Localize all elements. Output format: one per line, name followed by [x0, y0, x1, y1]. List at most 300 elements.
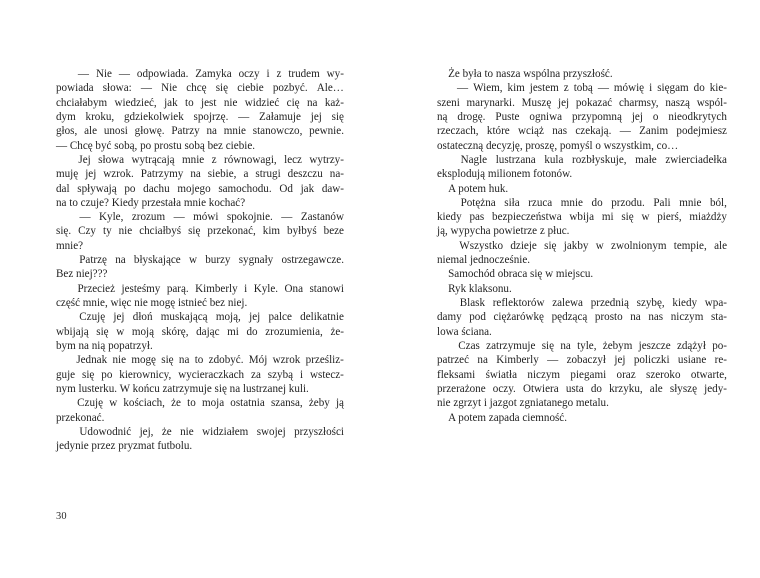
word: to [187, 397, 196, 410]
word: jeszcze [638, 339, 671, 352]
word: dłoń [132, 311, 153, 324]
word: zatrzymuje [486, 339, 536, 352]
word: mojego [177, 182, 211, 195]
word: z [276, 68, 282, 80]
word: mówi [193, 211, 219, 224]
word: wytrzy- [309, 153, 344, 166]
word: się [215, 82, 229, 95]
text-line: nie zgrzyt i jazgot zgniatanego metalu. [437, 397, 609, 410]
paragraph-indent [56, 310, 71, 324]
word: jej, [139, 425, 154, 438]
text-line [437, 239, 727, 253]
word: jej [310, 110, 322, 123]
word: widzieć [244, 96, 280, 109]
word: wzrok [272, 354, 301, 367]
word: wiedzieć, [114, 96, 157, 109]
word: jest [201, 96, 217, 109]
word: przodu. [611, 196, 645, 209]
word: z [563, 82, 569, 95]
word: jej [249, 311, 261, 324]
word: dając [196, 325, 220, 338]
text-line [56, 396, 344, 410]
word: wbijają [56, 325, 89, 338]
word: chciałabym [56, 96, 108, 109]
text-line [437, 296, 727, 310]
word: — [547, 354, 559, 367]
word: moja [201, 397, 225, 410]
text-line: część mnie, więc nie mogę istnieć bez niej. [56, 297, 248, 309]
word: Wiem, [473, 82, 503, 95]
word: się [161, 354, 174, 367]
word: oraz [616, 368, 636, 381]
text-line [56, 96, 344, 110]
page-number: 30 [56, 511, 67, 522]
word: mi [601, 211, 614, 224]
word: — [457, 82, 469, 95]
word: szansa, [270, 397, 303, 410]
word: — [238, 110, 250, 123]
word: przyszłości [294, 425, 344, 438]
word: kroku, [85, 110, 115, 123]
word: moją [131, 325, 155, 338]
word: jej [614, 354, 626, 367]
word: zdobyć. [208, 354, 244, 367]
word: jak [164, 96, 178, 109]
text-line [56, 167, 344, 181]
word: kim [507, 82, 525, 95]
word: gdziekolwiek [123, 110, 184, 123]
word: się [621, 211, 634, 224]
word: widziałem [202, 425, 249, 438]
word: ty [102, 225, 112, 238]
word: skórę, [161, 325, 189, 338]
word: naszą [665, 96, 690, 109]
word: Czy [78, 225, 96, 238]
word: ale [649, 382, 663, 395]
word: oczy [238, 68, 260, 80]
word: wstecz- [310, 368, 344, 381]
word: dal [56, 182, 70, 195]
word: czekają. [575, 125, 612, 138]
word: miażdży [689, 211, 727, 224]
word: ną [437, 110, 448, 123]
word: drogę. [457, 110, 486, 123]
word: Wszystko [459, 239, 504, 252]
word: deszczu [287, 168, 323, 181]
text-line [437, 196, 727, 210]
left-page-textblock [56, 67, 344, 453]
word: się [544, 239, 557, 252]
word: ostatnia [230, 397, 265, 410]
word: jedy- [704, 382, 727, 395]
word: prześliz- [305, 354, 344, 367]
word: — [619, 125, 631, 138]
word: Patrzę [79, 254, 107, 267]
word: i [649, 82, 653, 95]
text-line: jedynie przez pryzmat futbolu. [56, 440, 193, 453]
word: słyszę [669, 382, 697, 395]
word: do [591, 196, 603, 209]
word: i [266, 68, 270, 80]
word: rozbłyskuje, [572, 153, 627, 166]
word: i [299, 368, 304, 381]
text-line [437, 382, 727, 396]
paragraph-indent [437, 196, 452, 210]
word: sięgam [657, 82, 689, 95]
word: mogę [131, 354, 156, 367]
word: przypomną [572, 110, 622, 123]
word: na [306, 96, 318, 109]
word: pierś, [657, 211, 682, 224]
word: samochodu. [218, 182, 272, 195]
word: — [140, 82, 152, 95]
word: a [243, 168, 249, 181]
text-line [437, 153, 727, 167]
word: kościach, [123, 397, 165, 410]
word: — [281, 211, 293, 224]
word: się [96, 325, 109, 338]
word: to [194, 354, 204, 367]
word: się [188, 225, 201, 238]
word: tempie, [673, 239, 707, 252]
word: kiedy [672, 297, 698, 309]
word: na [115, 254, 126, 267]
word: Zanim [639, 125, 669, 138]
word: które [486, 125, 510, 138]
word: policzki [633, 354, 670, 367]
word: zrozumienia, [265, 325, 323, 338]
word: Nagle [460, 153, 488, 166]
text-line [56, 124, 344, 138]
word: ostrzegawcze. [281, 254, 344, 267]
word: nie [180, 425, 194, 438]
word: wspól- [696, 96, 727, 109]
paragraph-indent [56, 282, 71, 296]
paragraph-indent [56, 67, 71, 81]
text-line [56, 182, 344, 196]
word: — [597, 82, 609, 95]
word: sygnały [238, 254, 274, 267]
word: oczy. [492, 382, 516, 395]
text-line [56, 368, 344, 382]
word: głowę. [134, 125, 165, 138]
word: Pali [653, 196, 671, 209]
word: kim [262, 225, 281, 238]
word: patrzeć [437, 354, 470, 367]
text-line [56, 153, 344, 167]
word: do [590, 382, 602, 395]
text-line: bym na nią popatrzył. [56, 339, 153, 352]
word: jakby [563, 239, 589, 252]
word: marynarki. [466, 96, 515, 109]
word: powiada [56, 82, 94, 95]
word: Ale… [316, 82, 344, 95]
word: cię [286, 96, 300, 109]
word: palce [268, 311, 292, 324]
word: pokazać [575, 96, 613, 109]
word: podejmiesz [676, 125, 727, 138]
word: Czas [458, 339, 480, 352]
word: się. [56, 225, 72, 238]
word: usta [565, 382, 584, 395]
word: za [251, 368, 261, 381]
text-line: A potem huk. [437, 182, 509, 195]
word: bezpieczeństwa [492, 211, 562, 224]
word: szeni [437, 96, 460, 109]
text-line [56, 325, 344, 339]
word: kierownicy, [119, 368, 172, 381]
word: spokojnie. [226, 211, 273, 224]
word: wpa- [704, 297, 727, 309]
word: przekonać, [207, 225, 256, 238]
word: na [178, 354, 190, 367]
word: wzrok. [103, 168, 134, 181]
word: dachu [143, 182, 170, 195]
text-line: niemal jednocześnie. [437, 254, 531, 267]
word: pewnie. [309, 125, 344, 138]
word: żebym [602, 339, 633, 352]
word: lustrzana [495, 153, 536, 166]
word: delikatnie [300, 311, 344, 324]
paragraph-indent [56, 210, 71, 224]
word: pozbyć. [272, 82, 308, 95]
word: przerażone [437, 382, 486, 395]
word: sta- [710, 311, 727, 324]
word: Kyle, [99, 211, 124, 224]
word: wbija [569, 211, 595, 224]
word: dym [56, 110, 76, 123]
word: tobą [573, 82, 593, 95]
word: fleksami [437, 368, 476, 381]
word: szybę, [636, 297, 665, 309]
word: w [595, 239, 604, 252]
word: Zastanów [300, 211, 344, 224]
word: re- [714, 354, 727, 367]
word: Kimberly [195, 282, 238, 295]
word: mi [227, 325, 239, 338]
word: guje [56, 368, 76, 381]
word: swojej [256, 425, 286, 438]
word: spojrzę. [193, 110, 229, 123]
word: ale [714, 239, 727, 252]
text-line: przekonać. [56, 411, 105, 424]
word: reflektorów [492, 297, 545, 309]
word: rzeczach, [437, 125, 479, 138]
paragraph-indent [56, 425, 71, 439]
word: szeroko [646, 368, 681, 381]
word: po- [712, 339, 727, 352]
word: Czuję [77, 397, 104, 410]
paragraph-indent [437, 239, 452, 253]
word: jesteśmy [121, 282, 161, 295]
word: siebie, [207, 168, 237, 181]
text-line: eksplodują milionem fotonów. [437, 168, 573, 181]
word: Muszę [521, 96, 552, 109]
word: dzieje [510, 239, 537, 252]
word: tyle, [577, 339, 597, 352]
word: chciałbyś [139, 225, 182, 238]
word: w [116, 325, 125, 338]
word: słowa: [102, 82, 132, 95]
word: słowa [98, 153, 125, 166]
word: ogniwa [529, 110, 563, 123]
paragraph-indent [56, 396, 71, 410]
text-line: Że była to nasza wspólna przyszłość. [437, 68, 613, 80]
paragraph-indent [437, 153, 452, 167]
text-line: Ryk klaksonu. [437, 282, 512, 295]
word: jej [558, 96, 570, 109]
word: na- [329, 168, 344, 181]
word: o [652, 110, 659, 123]
word: jej [631, 110, 643, 123]
text-line [56, 353, 344, 367]
word: jestem [529, 82, 559, 95]
word: prosto [594, 311, 623, 324]
word: trudem [288, 68, 320, 80]
word: ciebie [237, 82, 264, 95]
text-line [56, 253, 344, 267]
word: burzy [205, 254, 231, 267]
word: z [211, 153, 217, 166]
word: charmsy, [618, 96, 659, 109]
word: — [118, 68, 130, 80]
word: moją, [215, 311, 241, 324]
word: wy- [326, 68, 344, 80]
word: Blask [459, 297, 485, 309]
word: zwolnionym [611, 239, 667, 252]
text-line: — Chcę być sobą, po prostu sobą bez ciebie. [56, 139, 256, 152]
word: zdążył [676, 339, 706, 352]
word: Jednak [76, 354, 108, 367]
paragraph-indent [56, 253, 71, 267]
text-line: nym lusterku. W końcu zatrzymuje się na lustrzanej kuli. [56, 382, 309, 395]
paragraph-indent [56, 153, 71, 167]
word: się [541, 339, 555, 352]
word: małe [635, 153, 657, 166]
word: w [188, 254, 197, 267]
word: równowagi, [224, 153, 277, 166]
word: ciężarówkę [493, 311, 544, 324]
word: się [82, 368, 95, 381]
text-line [56, 224, 344, 238]
word: Udowodnić [79, 425, 132, 438]
word: mówię [613, 82, 645, 95]
word: zalewa [552, 297, 583, 309]
word: strugi [255, 168, 281, 181]
word: nas [552, 125, 568, 138]
text-line [437, 81, 727, 95]
word: światła [485, 368, 518, 381]
text-line: ją, wypycha powietrze z płuc. [437, 225, 570, 238]
text-line [437, 368, 727, 382]
word: głos, [56, 125, 78, 138]
word: nieodkrytych [668, 110, 727, 123]
paragraph-indent [437, 81, 452, 95]
word: Od [279, 182, 293, 195]
word: na [190, 168, 201, 181]
text-line [56, 81, 344, 95]
word: usiane [677, 354, 707, 367]
word: zwierciadełka [665, 153, 727, 166]
word: rzuca [528, 196, 553, 209]
word: że [171, 397, 181, 410]
word: do [246, 325, 258, 338]
word: na [206, 125, 217, 138]
page-right [380, 0, 760, 578]
word: mnie [679, 196, 702, 209]
word: kiedy [437, 211, 462, 224]
word: w [641, 211, 650, 224]
word: zrozum [131, 211, 166, 224]
word: zobaczył [566, 354, 606, 367]
right-page-textblock [437, 67, 727, 425]
word: błyskające [133, 254, 181, 267]
paragraph-indent [56, 353, 71, 367]
word: damy [437, 311, 462, 324]
text-line [56, 210, 344, 224]
word: szybą [267, 368, 294, 381]
paragraph-indent [437, 339, 452, 353]
word: muskającą [160, 311, 208, 324]
word: Patrzy [171, 125, 200, 138]
word: na [477, 354, 488, 367]
text-line: lowa ściana. [437, 325, 492, 338]
word: lecz [284, 153, 302, 166]
word: Jej [78, 153, 91, 166]
word: Ona [284, 282, 304, 295]
word: nas [648, 311, 664, 324]
word: przednią [590, 297, 629, 309]
word: nie [118, 225, 133, 238]
word: w [109, 397, 118, 410]
text-line [437, 310, 727, 324]
text-line: Samochód obraca się w miejscu. [437, 268, 594, 281]
word: stanowi [309, 282, 344, 295]
word: nie [223, 96, 238, 109]
word: do [693, 82, 705, 95]
word: niczym [527, 368, 561, 381]
word: — [173, 211, 185, 224]
word: Kyle. [253, 282, 279, 295]
word: że- [330, 325, 344, 338]
word: piegami [570, 368, 607, 381]
word: żeby [308, 397, 330, 410]
text-line [56, 282, 344, 296]
word: — [77, 68, 90, 80]
word: mnie [182, 153, 205, 166]
text-line [437, 96, 727, 110]
word: ją [335, 397, 344, 410]
word: kie- [709, 82, 727, 95]
word: Nie [161, 82, 178, 95]
word: że [161, 425, 172, 438]
word: — [79, 211, 91, 224]
word: Przecież [77, 282, 116, 295]
text-line: A potem zapada ciemność. [437, 411, 567, 424]
text-line [437, 124, 727, 138]
word: Puste [495, 110, 520, 123]
word: jej [113, 311, 125, 324]
word: Nie [95, 68, 112, 80]
word: byłbyś [287, 225, 317, 238]
word: jak [300, 182, 315, 195]
paragraph-indent [437, 296, 452, 310]
word: wycieraczkach [178, 368, 245, 381]
word: parą. [166, 282, 189, 295]
word: Mój [248, 354, 268, 367]
text-line [437, 210, 727, 224]
word: wytrącają [131, 153, 175, 166]
